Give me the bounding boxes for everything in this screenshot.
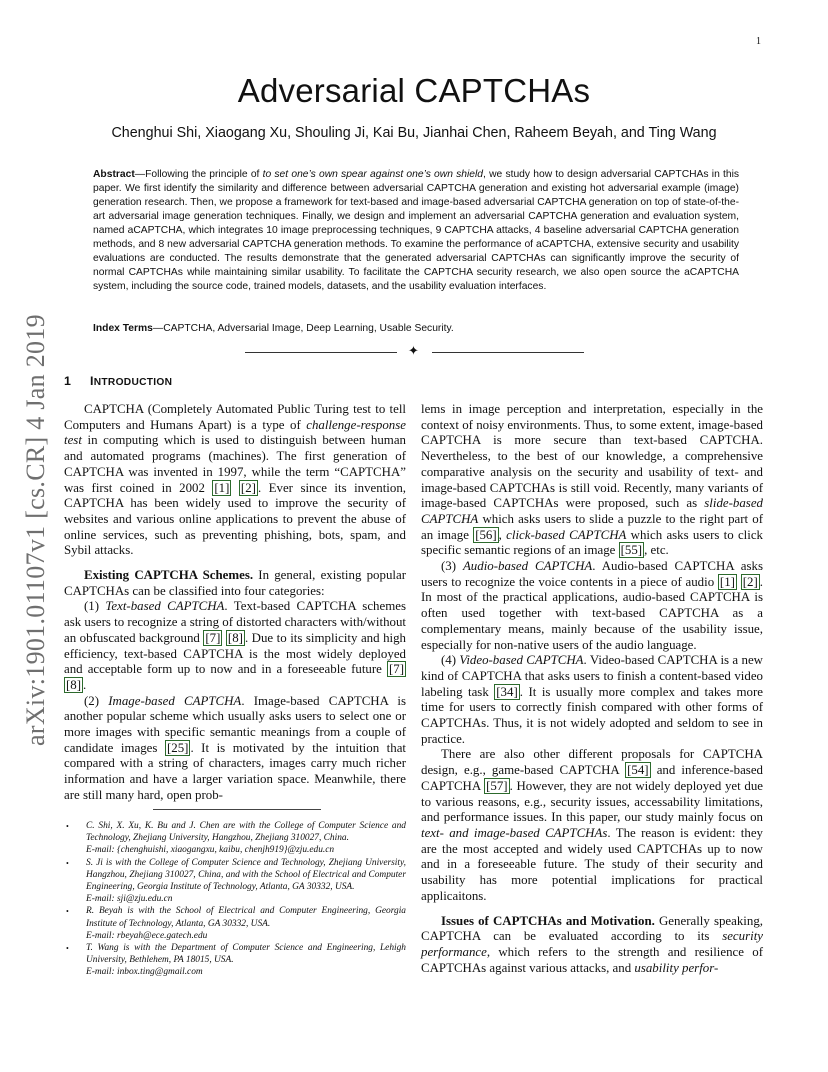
citation-link[interactable]: [2] xyxy=(240,480,256,495)
footnote-item xyxy=(64,942,406,979)
footnote-email: E-mail: inbox.ting@gmail.com xyxy=(86,967,203,978)
abstract xyxy=(93,168,739,294)
body-paragraph: (4) Video-based CAPTCHA. Video-based CAPTCHA is a new kind of CAPTCHA that asks users to finish a content-based video labeling task [34] . It is usually more complex and takes more time for users to correctly finish compared with other forms of CAPTCHAs. Thus, it is not widely adopted and seldom to see in practice. xyxy=(421,653,764,746)
footnote-affiliation: T. Wang is with the Department of Computer Science and Engineering, Lehigh University, Bethlehem, PA 18015, USA. xyxy=(86,943,406,966)
citation-link[interactable]: [1] xyxy=(719,574,735,589)
body-paragraph: Existing CAPTCHA Schemes. In general, existing popular CAPTCHAs can be classified into four categories: xyxy=(64,568,406,598)
arxiv-stamp: arXiv:1901.01107v1 [cs.CR] 4 Jan 2019 xyxy=(21,314,50,746)
citation-link[interactable]: [8] xyxy=(66,677,82,692)
index-terms-label: Index Terms xyxy=(93,323,153,334)
section-number: 1 xyxy=(64,374,72,388)
citation-link[interactable]: [1] xyxy=(214,480,230,495)
separator-rule-right xyxy=(432,352,584,353)
citation-link[interactable]: [2] xyxy=(742,574,758,589)
body-paragraph: (2) Image-based CAPTCHA. Image-based CAPTCHA is another popular scheme which usually asks users to select one or more images with specific semantic meanings from a couple of candidate images [25] . It is motivated by the intuition that compared with a string of characters, images carry much richer information and have a larger variation space. Meanwhile, there are still many hard, open prob- xyxy=(64,693,407,802)
citation-link[interactable]: [25] xyxy=(166,740,189,755)
footnote-item xyxy=(64,820,406,857)
page-number: 1 xyxy=(756,36,761,47)
citation-link[interactable]: [8] xyxy=(227,630,243,645)
body-paragraph: There are also other different proposals for CAPTCHA design, e.g., game-based CAPTCHA [54] and inference-based CAPTCHA [57] . However, they are not widely deployed yet due to various reasons, e.g., security issues, accessability limitations, and performance issues. In this paper, our study mainly focus on text- and image-based CAPTCHAs. The reason is evident: they are the most accepted and widely used CAPTCHAs up to now and in a foreseeable future. The study of their security and usability has more potential implications for practical applicaitons. xyxy=(421,747,763,903)
body-paragraph: CAPTCHA (Completely Automated Public Turing test to tell Computers and Humans Apart) is a type of challenge-response test in computing which is used to distinguish between human and automated programs (machines). The first generation of CAPTCHA was invented in 1997, while the term “CAPTCHA” was first coined in 2002 [1] [2] . Ever since its invention, CAPTCHA has been widely used to improve the security of websites and various online applications to prevent the abuse of online services, such as preventing phishing, bots, spam, and Sybil attacks. xyxy=(64,402,406,558)
section-title-rest: NTRODUCTION xyxy=(93,377,173,388)
paper-title: Adversarial CAPTCHAs xyxy=(237,72,591,109)
body-paragraph: (3) Audio-based CAPTCHA. Audio-based CAPTCHA asks users to recognize the voice contents in a piece of audio [1] [2] . In most of the practical applications, audio-based CAPTCHA is often used together with text-based CAPTCHA as a complementary means, mainly because of the usability issue, especially for non-native users of the audio language. xyxy=(421,559,764,652)
abstract-label: Abstract xyxy=(93,169,135,180)
footnote-rule xyxy=(153,809,321,810)
footnote-affiliation: R. Beyah is with the School of Electrical and Computer Engineering, Georgia Institute of Technology, Atlanta, GA 30332, USA. xyxy=(86,906,406,929)
citation-link[interactable]: [57] xyxy=(486,778,508,793)
body-paragraph: lems in image perception and interpretation, especially in the context of noisy environments. Thus, to some extent, image-based CAPTCHA is more secure than text-based CAPTCHA. Nevertheless, to the best of our knowledge, a comprehensive comparative analysis on the security and usability of text- and image-based CAPTCHAs is still void. Recently, many variants of image-based CAPTCHAs were proposed, such as slide-based CAPTCHA which asks users to slide a puzzle to the right part of an image [56] , click-based CAPTCHA which asks users to click specific semantic regions of an image [55] , etc. xyxy=(421,402,763,558)
footnotes xyxy=(64,820,406,979)
body-column-left xyxy=(64,402,406,804)
footnote-bullet: • xyxy=(66,822,69,831)
footnote-text xyxy=(86,820,406,857)
body-column-right xyxy=(421,402,763,976)
author-list: Chenghui Shi, Xiaogang Xu, Shouling Ji, Kai Bu, Jianhai Chen, Raheem Beyah, and Ting Wang xyxy=(111,125,717,141)
footnote-item xyxy=(64,905,406,942)
citation-link[interactable]: [34] xyxy=(496,684,518,699)
footnote-bullet: • xyxy=(66,944,69,954)
citation-link[interactable]: [54] xyxy=(627,763,649,778)
footnote-email: E-mail: {chenghuishi, xiaogangxu, kaibu, chenjh919}@zju.edu.cn xyxy=(86,845,335,856)
footnote-bullet: • xyxy=(66,858,69,868)
footnote-bullet: • xyxy=(66,907,69,917)
footnote-item xyxy=(64,857,406,906)
citation-link[interactable]: [7] xyxy=(388,662,404,677)
footnote-text xyxy=(86,857,406,906)
citation-link[interactable]: [56] xyxy=(475,527,497,542)
body-paragraph: (1) Text-based CAPTCHA. Text-based CAPTCHA schemes ask users to recognize a string of distorted characters with/without an obfuscated background [7] [8] . Due to its simplicity and high efficiency, text-based CAPTCHA is the most widely deployed and acceptable form up to now and in a foreseeable future [7] [8] . xyxy=(64,599,406,692)
footnote-affiliation: S. Ji is with the College of Computer Science and Technology, Zhejiang University, Hangzhou, Zhejiang 310027, China, and with the School of Electrical and Computer Engineering, Georgia Institute of Technology, Atlanta, GA 30332, USA. xyxy=(86,857,406,893)
body-paragraph: Issues of CAPTCHAs and Motivation. Generally speaking, CAPTCHA can be evaluated according to its security performance, which refers to the strength and resilience of CAPTCHAs against various attacks, and usability perfor- xyxy=(421,913,763,975)
index-terms-text: —CAPTCHA, Adversarial Image, Deep Learning, Usable Security. xyxy=(152,323,454,334)
footnote-text xyxy=(86,905,406,942)
footnote-email: E-mail: sji@zju.edu.cn xyxy=(86,894,173,905)
abstract-text: —Following the principle of to set one’s own spear against one’s own shield, we study how to design adversarial CAPTCHAs in this paper. We first identify the similarity and difference between adversarial CAPTCHA generation and existing hot adversarial example (image) generation research. Then, we propose a framework for text-based and image-based adversarial CAPTCHA generation on top of state-of-the-art adversarial image generation techniques. Finally, we design and implement an adversarial CAPTCHA generation and evaluation system, named aCAPTCHA, which integrates 10 image preprocessing techniques, 9 CAPTCHA attacks, 4 baseline adversarial CAPTCHA generation methods, and 8 new adversarial CAPTCHA generation methods. To examine the performance of aCAPTCHA, extensive security and usability evaluations are conducted. The results demonstrate that the generated adversarial CAPTCHAs can significantly improve the security of normal CAPTCHAs while maintaining similar usability. To facilitate the CAPTCHA security research, we also open source the aCAPTCHA system, including the source code, trained models, datasets, and the usability evaluation interfaces. xyxy=(93,169,740,293)
separator-rule-left xyxy=(245,352,397,353)
footnote-text xyxy=(86,942,406,979)
footnote-affiliation: C. Shi, X. Xu, K. Bu and J. Chen are with the College of Computer Science and Technology, Zhejiang University, Hangzhou, Zhejiang 310027, China. xyxy=(86,821,406,844)
citation-link[interactable]: [55] xyxy=(620,543,643,558)
section-heading xyxy=(64,374,172,388)
footnote-email: E-mail: rbeyah@ece.gatech.edu xyxy=(86,930,208,941)
citation-link[interactable]: [7] xyxy=(205,630,221,645)
section-title-initial: I xyxy=(90,374,94,388)
index-terms xyxy=(93,323,739,334)
separator-mark: ✦ xyxy=(408,343,419,358)
